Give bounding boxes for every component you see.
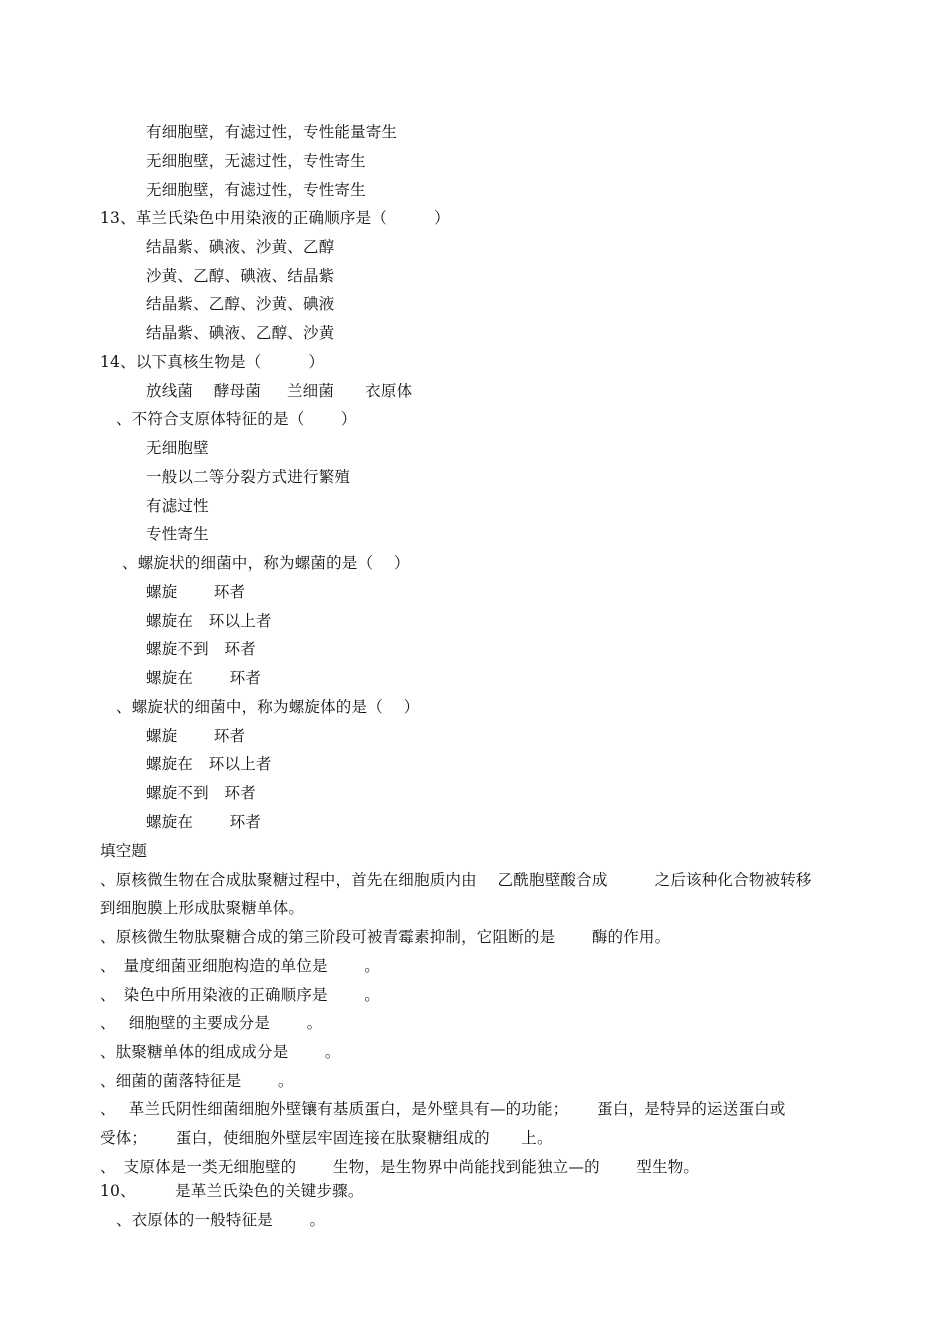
fill-item-11: 、衣原体的一般特征是 。: [116, 1211, 326, 1229]
fill-item-10: 10、 是革兰氏染色的关键步骤。: [100, 1182, 364, 1200]
fill-item-1: 、原核微生物在合成肽聚糖过程中，首先在细胞质内由 乙酰胞壁酸合成 之后该种化合物被转移: [100, 871, 812, 889]
fill-item-3: 、 量度细菌亚细胞构造的单位是 。: [100, 957, 380, 975]
q17-option-a: 螺旋 环者: [146, 727, 246, 745]
fill-item-5: 、 细胞壁的主要成分是 。: [100, 1014, 323, 1032]
q15-option-d: 专性寄生: [146, 525, 209, 543]
q13-option-c: 结晶紫、乙醇、沙黄、碘液: [146, 295, 335, 313]
q13-stem: 13、革兰氏染色中用染液的正确顺序是（ ）: [100, 209, 450, 227]
q16-option-d: 螺旋在 环者: [146, 669, 262, 687]
fill-item-8-cont: 受体； 蛋白，使细胞外壁层牢固连接在肽聚糖组成的 上。: [100, 1129, 553, 1147]
fill-item-7: 、细菌的菌落特征是 。: [100, 1072, 294, 1090]
q15-option-b: 一般以二等分裂方式进行繁殖: [146, 468, 351, 486]
q13-option-b: 沙黄、乙醇、碘液、结晶紫: [146, 267, 335, 285]
q12-option-c: 无细胞壁，无滤过性，专性寄生: [146, 152, 366, 170]
fill-item-1-cont: 到细胞膜上形成肽聚糖单体。: [100, 899, 305, 917]
q17-stem: 、螺旋状的细菌中，称为螺旋体的是（ ）: [116, 698, 420, 716]
q15-option-c: 有滤过性: [146, 497, 209, 515]
q14-stem: 14、以下真核生物是（ ）: [100, 353, 325, 371]
q16-stem: 、螺旋状的细菌中，称为螺菌的是（ ）: [122, 554, 410, 572]
q16-option-b: 螺旋在 环以上者: [146, 612, 272, 630]
q15-stem: 、不符合支原体特征的是（ ）: [116, 410, 357, 428]
q12-option-b: 有细胞壁，有滤过性，专性能量寄生: [146, 123, 398, 141]
q15-option-a: 无细胞壁: [146, 439, 209, 457]
q17-option-b: 螺旋在 环以上者: [146, 755, 272, 773]
fill-item-8: 、 革兰氏阴性细菌细胞外壁镶有基质蛋白，是外壁具有—的功能； 蛋白，是特异的运送蛋白或: [100, 1100, 786, 1118]
q17-option-d: 螺旋在 环者: [146, 813, 262, 831]
fill-item-6: 、肽聚糖单体的组成成分是 。: [100, 1043, 341, 1061]
q17-option-c: 螺旋不到 环者: [146, 784, 256, 802]
q13-option-a: 结晶紫、碘液、沙黄、乙醇: [146, 238, 335, 256]
q14-options: 放线菌 酵母菌 兰细菌 衣原体: [146, 382, 413, 400]
q12-option-d: 无细胞壁，有滤过性，专性寄生: [146, 181, 366, 199]
fill-item-9: 、 支原体是一类无细胞壁的 生物，是生物界中尚能找到能独立—的 型生物。: [100, 1158, 700, 1176]
q16-option-a: 螺旋 环者: [146, 583, 246, 601]
fill-item-2: 、原核微生物肽聚糖合成的第三阶段可被青霉素抑制，它阻断的是 酶的作用。: [100, 928, 671, 946]
fill-section-title: 填空题: [100, 842, 148, 860]
q13-option-d: 结晶紫、碘液、乙醇、沙黄: [146, 324, 335, 342]
fill-item-4: 、 染色中所用染液的正确顺序是 。: [100, 986, 380, 1004]
q16-option-c: 螺旋不到 环者: [146, 640, 256, 658]
